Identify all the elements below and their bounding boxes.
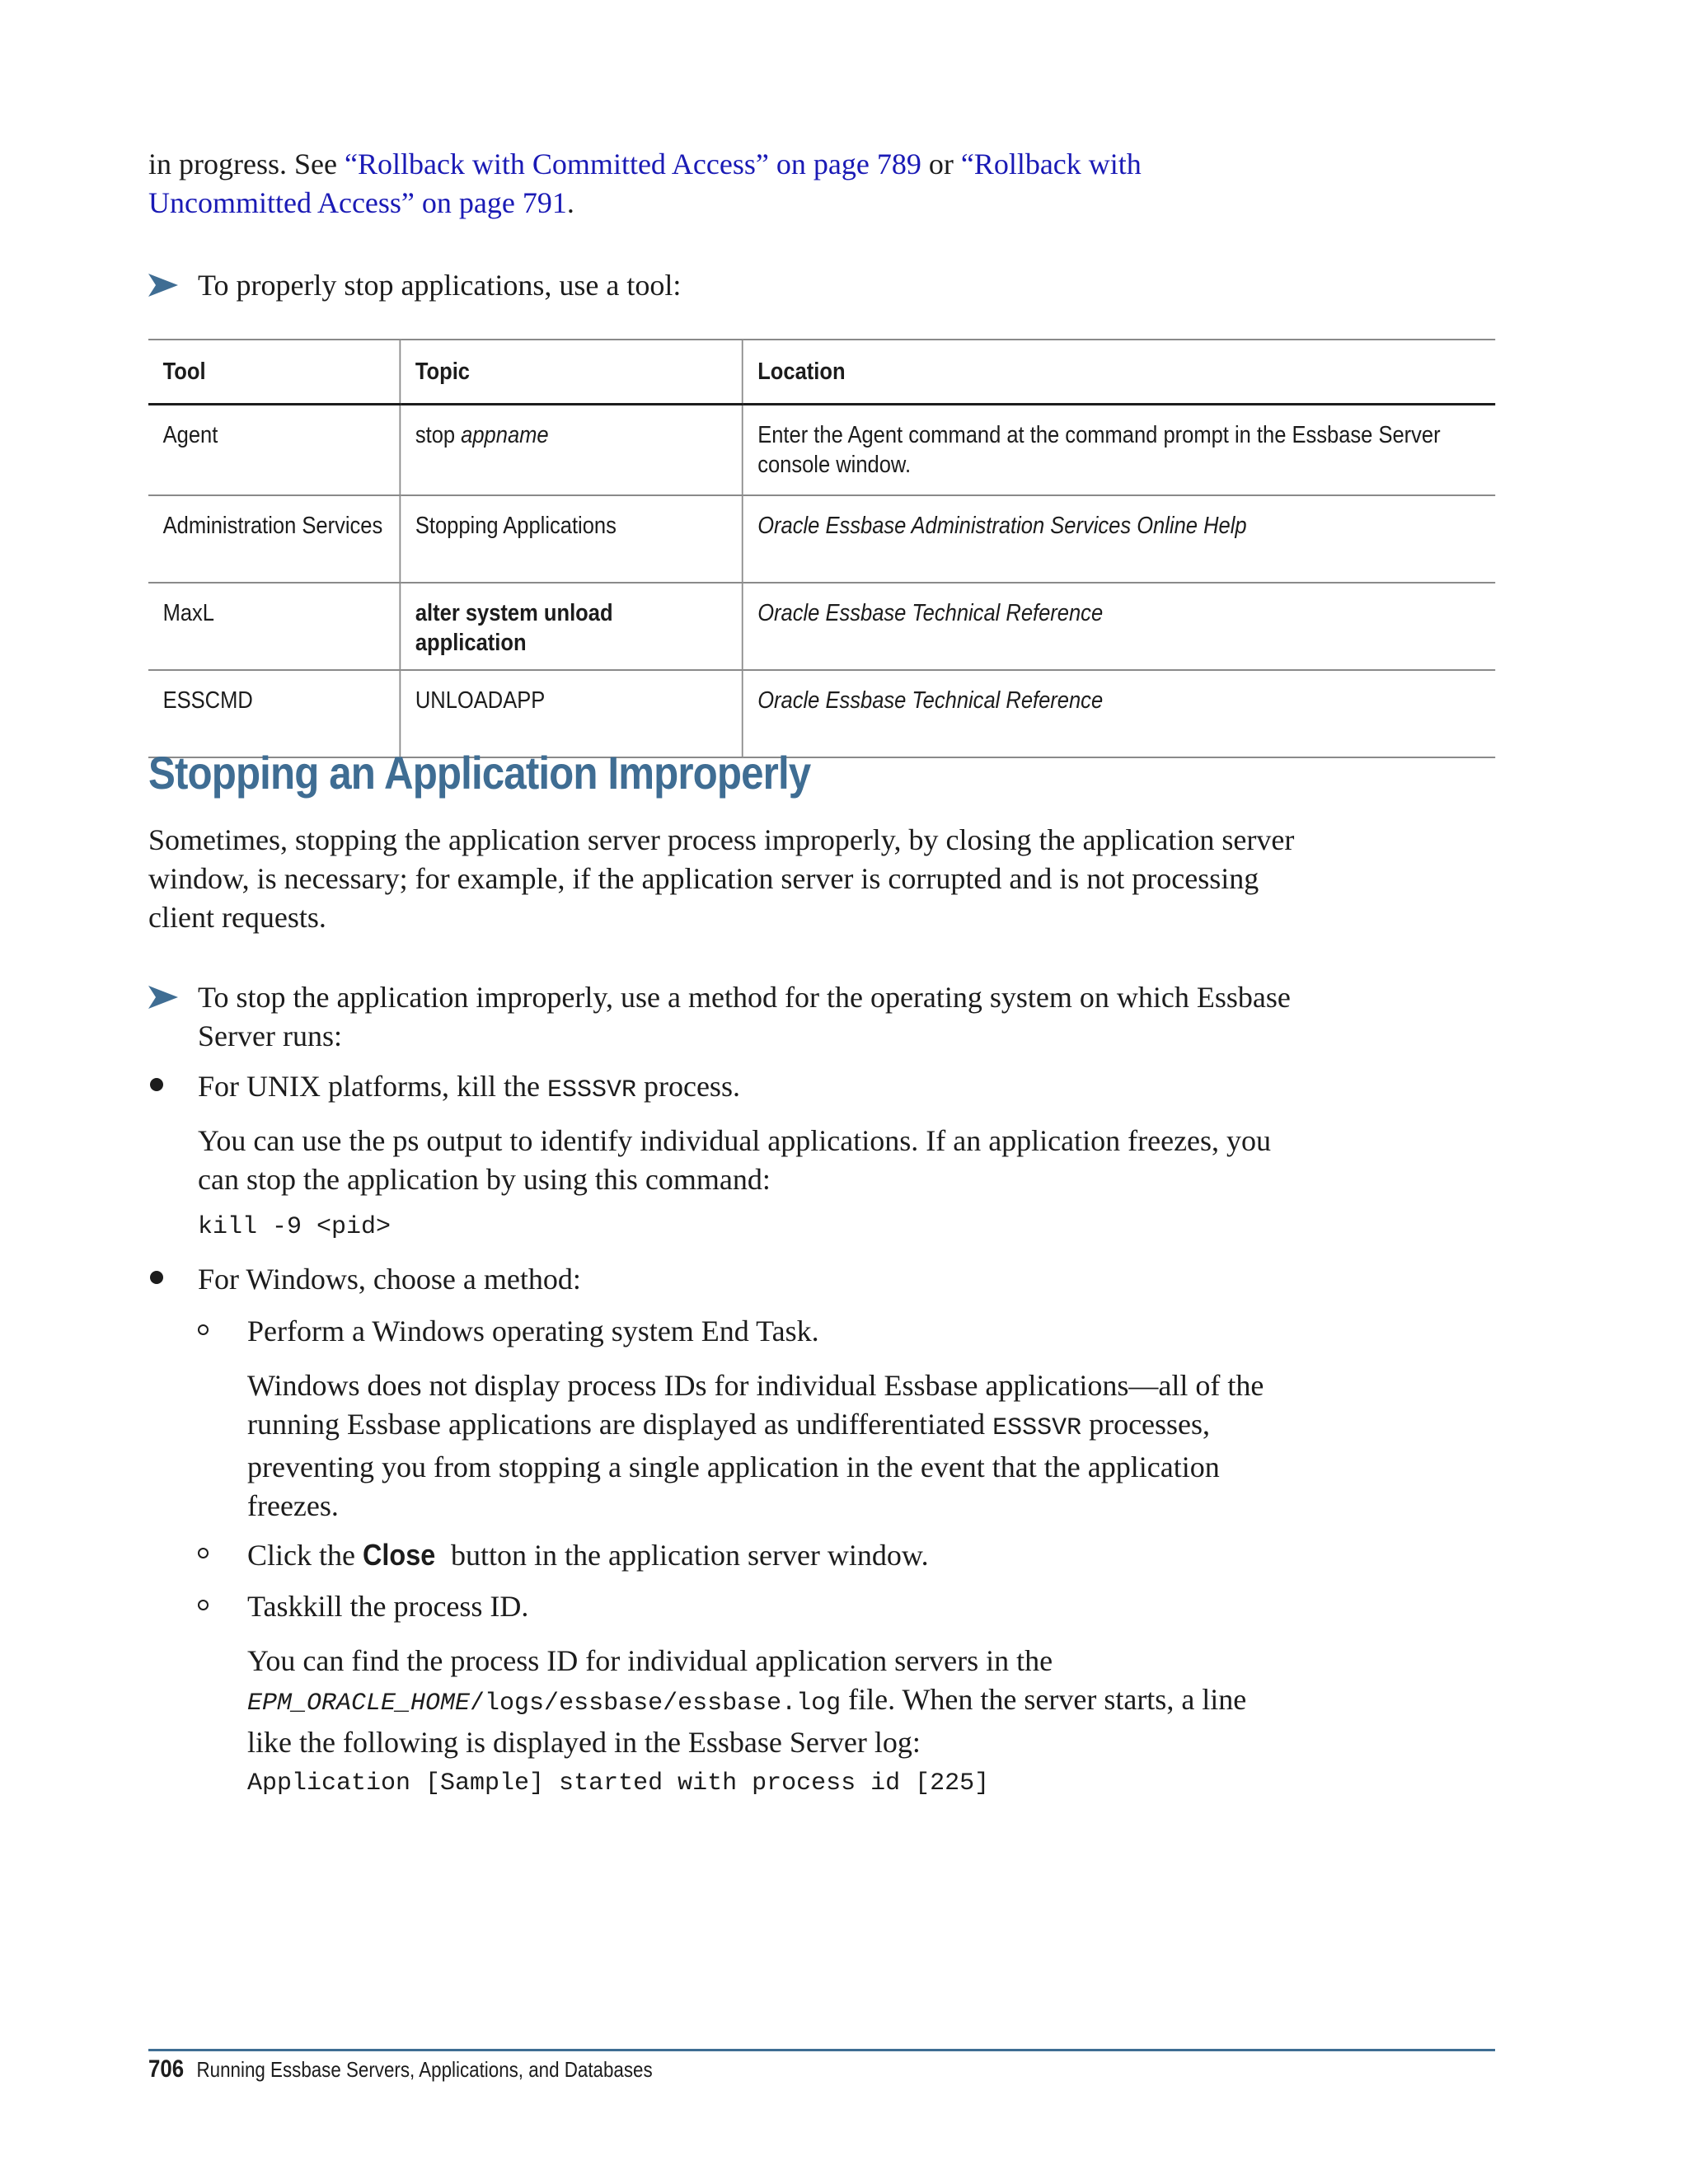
footer-title: Running Essbase Servers, Applications, and Databases [196, 2057, 653, 2082]
windows-sub-1: Perform a Windows operating system End Task. [247, 1315, 819, 1347]
sub-2-suffix: button in the application server window. [443, 1539, 929, 1572]
unix-bullet-suffix: process. [635, 1070, 740, 1103]
cell-topic: alter system unload application [400, 583, 742, 670]
para-1-line: window, is necessary; for example, if the application server is corrupted and is not processing [148, 862, 1259, 895]
unix-note-line: You can use the ps output to identify individual applications. If an application freezes, you [198, 1124, 1272, 1157]
para-1 [148, 821, 1294, 937]
topic-prefix: stop [415, 422, 462, 448]
esssvr-code: ESSSVR [992, 1414, 1082, 1442]
sub-3-note-line: You can find the process ID for individual application servers in the [247, 1644, 1053, 1677]
tools-table [148, 339, 1495, 758]
intro-prefix: in progress. See [148, 148, 345, 180]
kill-command: kill -9 <pid> [198, 1213, 392, 1241]
table-row [148, 495, 1495, 583]
table-header-row [148, 340, 1495, 405]
sub-bullet-icon [198, 1548, 209, 1558]
location-italic: Oracle Essbase Technical Reference [757, 600, 1104, 626]
sub-bullet-icon [198, 1600, 209, 1610]
cell-topic: Stopping Applications [400, 495, 742, 583]
cell-tool: ESSCMD [148, 670, 400, 757]
section-title: Stopping an Application Improperly [148, 747, 811, 799]
rollback-uncommitted-link-part1[interactable]: “Rollback with [960, 148, 1142, 180]
bullet-icon [150, 1078, 163, 1091]
cell-tool: MaxL [148, 583, 400, 670]
header-location: Location [743, 340, 1495, 405]
bullet-icon [150, 1271, 163, 1284]
rollback-uncommitted-link-part2[interactable]: Uncommitted Access” on page 791 [148, 186, 567, 219]
log-line: Application [Sample] started with process id [225] [247, 1769, 990, 1797]
windows-sub-3: Taskkill the process ID. [247, 1590, 529, 1623]
procedure-2-text [198, 978, 1291, 1056]
intro-line-1 [148, 145, 1142, 184]
epm-oracle-home-code: EPM_ORACLE_HOME [247, 1690, 471, 1718]
procedure-arrow-icon [148, 986, 178, 1009]
sub-3-note-line [247, 1680, 1246, 1723]
unix-note [198, 1122, 1271, 1199]
sub-1-note-suffix: processes, [1081, 1408, 1211, 1441]
sub-3-note-suffix: file. When the server starts, a line [841, 1683, 1247, 1716]
unix-bullet [198, 1067, 740, 1110]
sub-1-note-line: Windows does not display process IDs for individual Essbase applications—all of the [247, 1369, 1264, 1402]
unix-bullet-prefix: For UNIX platforms, kill the [198, 1070, 547, 1103]
cell-topic: UNLOADAPP [400, 670, 742, 757]
sub-1-note-line: preventing you from stopping a single application in the event that the application [247, 1451, 1220, 1483]
cell-tool: Agent [148, 405, 400, 496]
location-italic: Oracle Essbase Administration Services Online Help [757, 513, 1247, 539]
sub-3-note-line: like the following is displayed in the Essbase Server log: [247, 1726, 921, 1759]
cell-location [743, 405, 1495, 496]
intro-middle: or [921, 148, 961, 180]
windows-sub-2 [247, 1535, 929, 1575]
topic-italic: appname [461, 422, 549, 448]
esssvr-code: ESSSVR [546, 1076, 636, 1104]
procedure-2-line: Server runs: [198, 1019, 342, 1052]
table-row [148, 405, 1495, 496]
para-1-line: Sometimes, stopping the application server process improperly, by closing the application server [148, 823, 1295, 856]
windows-sub-1-note [247, 1366, 1264, 1526]
windows-bullet: For Windows, choose a method: [198, 1263, 581, 1296]
procedure-1-text: To properly stop applications, use a tool: [198, 269, 682, 302]
windows-sub-3-note [247, 1642, 1246, 1762]
table-row [148, 670, 1495, 757]
para-1-line: client requests. [148, 901, 326, 934]
sub-bullet-icon [198, 1324, 209, 1335]
procedure-arrow-icon [148, 274, 178, 297]
procedure-2-line: To stop the application improperly, use a method for the operating system on which Essbase [198, 981, 1291, 1014]
cell-topic [400, 405, 742, 496]
page-number: 706 [148, 2055, 185, 2083]
intro-suffix: . [566, 186, 574, 219]
cell-location [743, 670, 1495, 757]
log-path-code: /logs/essbase/essbase.log [470, 1690, 842, 1718]
location-line-2: console window. [757, 452, 912, 478]
rollback-committed-link[interactable]: “Rollback with Committed Access” on page 789 [344, 148, 921, 180]
table-row [148, 583, 1495, 670]
sub-2-prefix: Click the [247, 1539, 363, 1572]
location-italic: Oracle Essbase Technical Reference [757, 687, 1104, 714]
unix-note-line: can stop the application by using this command: [198, 1163, 771, 1196]
sub-1-note-line [247, 1405, 1264, 1448]
header-tool: Tool [148, 340, 400, 405]
location-line-1: Enter the Agent command at the command prompt in the Essbase Server [757, 422, 1441, 448]
intro-line-2 [148, 184, 574, 223]
cell-location [743, 495, 1495, 583]
cell-tool: Administration Services [148, 495, 400, 583]
footer-rule [148, 2049, 1495, 2051]
sub-1-note-prefix: running Essbase applications are displayed as undifferentiated [247, 1408, 993, 1441]
close-button-label: Close [362, 1538, 436, 1572]
page-footer [148, 2055, 653, 2083]
header-topic: Topic [400, 340, 742, 405]
sub-1-note-line: freezes. [247, 1489, 339, 1522]
cell-location [743, 583, 1495, 670]
